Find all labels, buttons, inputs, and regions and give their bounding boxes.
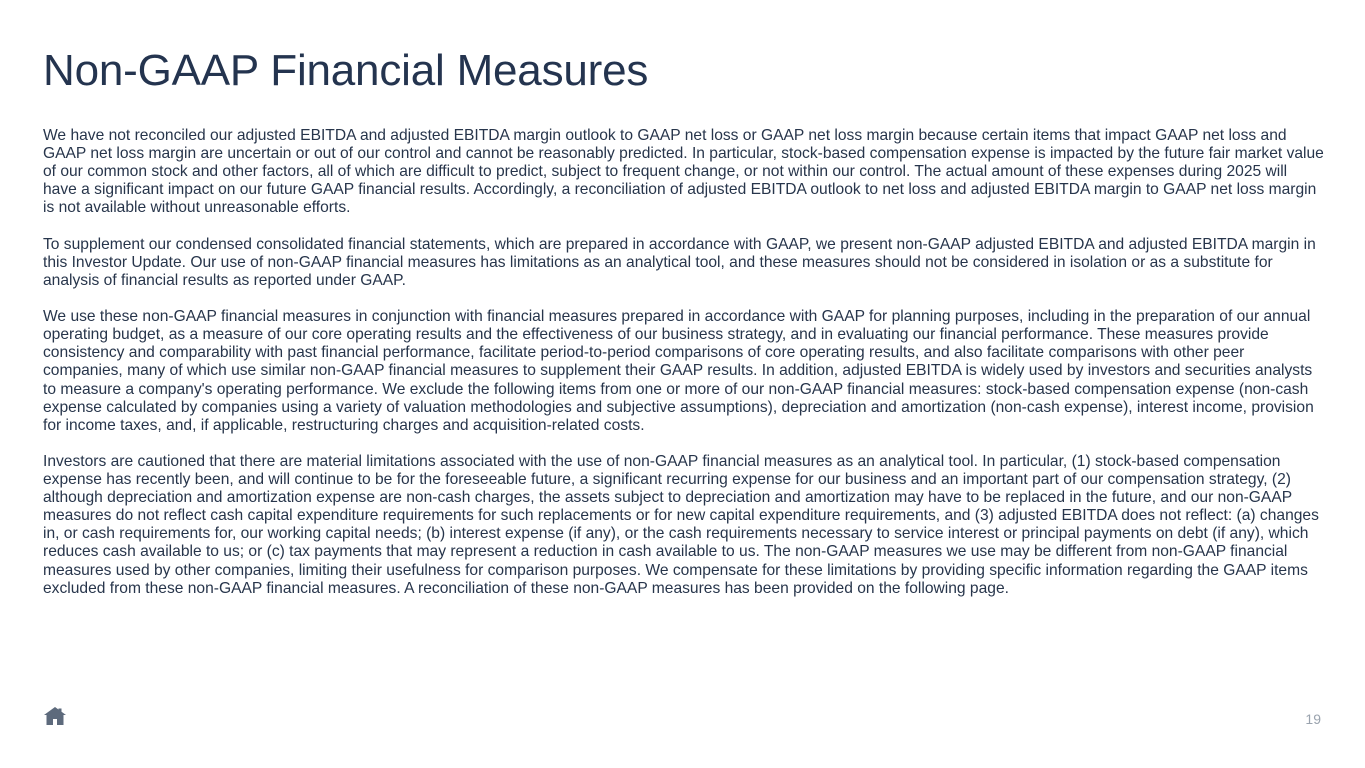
home-icon-graphic xyxy=(43,706,67,726)
paragraph-supplement: To supplement our condensed consolidated financial statements, which are prepared in accordance with GAAP, we present non-GAAP adjusted EBITDA and adjusted EBITDA margin in this Investor Update. Our use of non-GAAP financial measures has limitations as an analytical tool, and these measures should not be considered in isolation or as a substitute for analysis of financial results as reported under GAAP. xyxy=(43,235,1316,289)
page-title: Non-GAAP Financial Measures xyxy=(43,46,649,95)
body-text xyxy=(43,127,1325,616)
paragraph-limitations: Investors are cautioned that there are material limitations associated with the use of non-GAAP financial measures as an analytical tool. In particular, (1) stock-based compensation expense has recently been, and will continue to be for the foreseeable future, a significant recurring expense for our business and an important part of our compensation strategy, (2) although depreciation and amortization expense are non-cash charges, the assets subject to depreciation and amortization may have to be replaced in the future, and our non-GAAP measures do not reflect cash capital expenditure requirements for such replacements or for new capital expenditure requirements, and (3) adjusted EBITDA does not reflect: (a) changes in, or cash requirements for, our working capital needs; (b) interest expense (if any), or the cash requirements necessary to service interest or principal payments on debt (if any), which reduces cash available to us; or (c) tax payments that may represent a reduction in cash available to us. The non-GAAP measures we use may be different from non-GAAP financial measures used by other companies, limiting their usefulness for comparison purposes. We compensate for these limitations by providing specific information regarding the GAAP items excluded from these non-GAAP financial measures. A reconciliation of these non-GAAP measures has been provided on the following page. xyxy=(43,452,1319,597)
paragraph-usage: We use these non-GAAP financial measures in conjunction with financial measures prepared in accordance with GAAP for planning purposes, including in the preparation of our annual operating budget, as a measure of our core operating results and the effectiveness of our business strategy, and in evaluating our financial performance. These measures provide consistency and comparability with past financial performance, facilitate period-to-period comparisons of core operating results, and also facilitate comparisons with other peer companies, many of which use similar non-GAAP financial measures to supplement their GAAP results. In addition, adjusted EBITDA is widely used by investors and securities analysts to measure a company's operating performance. We exclude the following items from one or more of our non-GAAP financial measures: stock-based compensation expense (non-cash expense calculated by companies using a variety of valuation methodologies and subjective assumptions), depreciation and amortization (non-cash expense), interest income, provision for income taxes, and, if applicable, restructuring charges and acquisition-related costs. xyxy=(43,308,1314,434)
home-icon[interactable] xyxy=(43,706,67,726)
paragraph-outlook-reconciliation: We have not reconciled our adjusted EBITDA and adjusted EBITDA margin outlook to GAAP net loss or GAAP net loss margin because certain items that impact GAAP net loss and GAAP net loss margin are uncertain or out of our control and cannot be reasonably predicted. In particular, stock-based compensation expense is impacted by the future fair market value of our common stock and other factors, all of which are difficult to predict, subject to frequent change, or not within our control. The actual amount of these expenses during 2025 will have a significant impact on our future GAAP financial results. Accordingly, a reconciliation of adjusted EBITDA outlook to net loss and adjusted EBITDA margin to GAAP net loss margin is not available without unreasonable efforts. xyxy=(43,127,1324,217)
page-number: 19 xyxy=(1305,711,1321,727)
